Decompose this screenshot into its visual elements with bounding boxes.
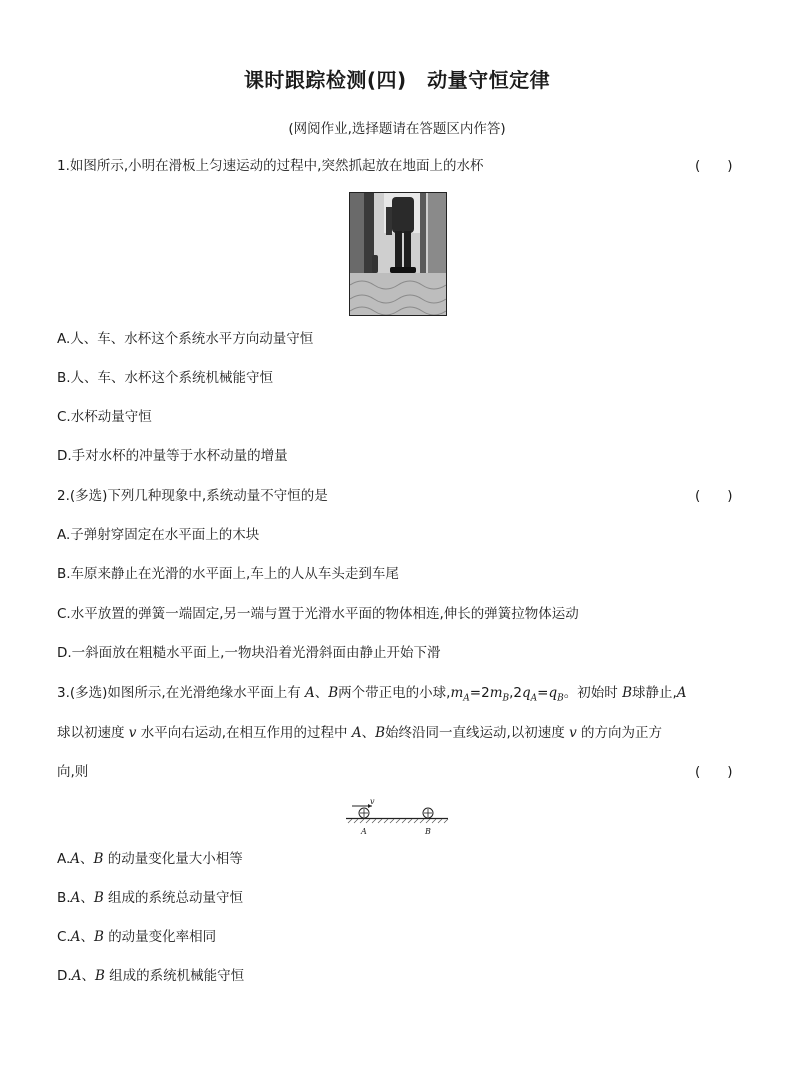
q3-text: 、: [314, 685, 329, 701]
sub-b: B: [502, 693, 510, 704]
q1-answer-paren: ( ): [695, 158, 733, 174]
q3-stem-line2: [57, 723, 662, 743]
q3-option-c: [57, 927, 216, 947]
sub-a: A: [530, 693, 538, 704]
var-q: q: [548, 685, 558, 701]
q1-option-b: B.人、车、水杯这个系统机械能守恒: [57, 370, 274, 386]
q3-stem-line3: 向,则: [57, 764, 89, 780]
q3-text: 始终沿同一直线运动,以初速度: [384, 725, 570, 741]
var-b: B: [93, 929, 104, 945]
q3-text: 球静止,: [631, 685, 677, 701]
q2-option-a: A.子弹射穿固定在水平面上的木块: [57, 527, 260, 543]
q1-option-a: A.人、车、水杯这个系统水平方向动量守恒: [57, 331, 314, 347]
option-tail: 的动量变化量大小相等: [107, 851, 243, 867]
q3-option-d: [57, 966, 244, 986]
q3-answer-paren: ( ): [695, 764, 733, 780]
label-a: A: [361, 827, 367, 836]
q2-answer-paren: ( ): [695, 488, 733, 504]
q2-stem: 2.(多选)下列几种现象中,系统动量不守恒的是: [57, 488, 328, 504]
var-a: A: [70, 851, 81, 867]
var-a: A: [71, 968, 82, 984]
var-a: A: [70, 890, 81, 906]
q3-text: ,2: [509, 685, 523, 701]
option-prefix: C.: [57, 929, 71, 945]
ground-hatching: [348, 819, 448, 823]
var-v: v: [128, 725, 137, 741]
q3-text: 两个带正电的小球,: [338, 685, 451, 701]
var-v: v: [569, 725, 577, 741]
var-a: A: [70, 929, 81, 945]
sub-a: A: [463, 693, 470, 704]
option-tail: 组成的系统机械能守恒: [109, 968, 245, 984]
var-m: m: [450, 685, 464, 701]
q2-option-d: D.一斜面放在粗糙水平面上,一物块沿着光滑斜面由静止开始下滑: [57, 645, 441, 661]
q3-text: 。初始时: [563, 685, 623, 701]
var-a: A: [305, 685, 315, 701]
page-title: 课时跟踪检测(四) 动量守恒定律: [243, 68, 551, 92]
q2-option-b: B.车原来静止在光滑的水平面上,车上的人从车头走到车尾: [57, 566, 399, 582]
option-tail: 的动量变化率相同: [108, 929, 217, 945]
q2-option-c: C.水平放置的弹簧一端固定,另一端与置于光滑水平面的物体相连,伸长的弹簧拉物体运动: [57, 606, 579, 622]
var-q: q: [522, 685, 531, 701]
q3-text: 球以初速度: [57, 725, 129, 741]
var-b: B: [328, 685, 339, 701]
var-m: m: [489, 685, 503, 701]
q3-text: 、: [80, 929, 94, 945]
q3-text: 、: [81, 968, 95, 984]
label-b: B: [425, 827, 431, 836]
option-tail: 组成的系统总动量守恒: [108, 890, 244, 906]
label-v: v: [370, 797, 375, 806]
option-prefix: D.: [57, 968, 72, 984]
q3-text: =2: [469, 685, 490, 701]
q1-photo-skateboard: [349, 192, 447, 316]
q3-text: 水平向右运动,在相互作用的过程中: [136, 725, 352, 741]
var-b: B: [93, 890, 104, 906]
var-b: B: [93, 851, 104, 867]
q3-text: 、: [80, 890, 94, 906]
page-subtitle: (网阅作业,选择题请在答题区内作答): [288, 121, 506, 137]
q1-option-d: D.手对水杯的冲量等于水杯动量的增量: [57, 448, 288, 464]
q3-stem-line1: [57, 683, 687, 709]
q1-stem: 1.如图所示,小明在滑板上匀速运动的过程中,突然抓起放在地面上的水杯: [57, 158, 484, 174]
var-b: B: [375, 725, 385, 741]
q3-text: 、: [361, 725, 376, 741]
sub-b: B: [557, 693, 564, 704]
skateboard-photo-illustration: [350, 193, 446, 315]
var-b: B: [622, 685, 632, 701]
q3-text: 3.(多选)如图所示,在光滑绝缘水平面上有: [57, 685, 305, 701]
option-prefix: A.: [57, 851, 71, 867]
q3-text: 的方向为正方: [576, 725, 663, 741]
option-prefix: B.: [57, 890, 71, 906]
q3-text: 、: [80, 851, 94, 867]
var-b: B: [94, 968, 105, 984]
q3-text: =: [537, 685, 549, 701]
q3-option-b: [57, 888, 243, 908]
var-a: A: [676, 685, 687, 701]
q3-option-a: [57, 849, 243, 869]
q1-option-c: C.水杯动量守恒: [57, 409, 152, 425]
var-a: A: [351, 725, 362, 741]
q3-figure-two-balls: [344, 796, 454, 838]
